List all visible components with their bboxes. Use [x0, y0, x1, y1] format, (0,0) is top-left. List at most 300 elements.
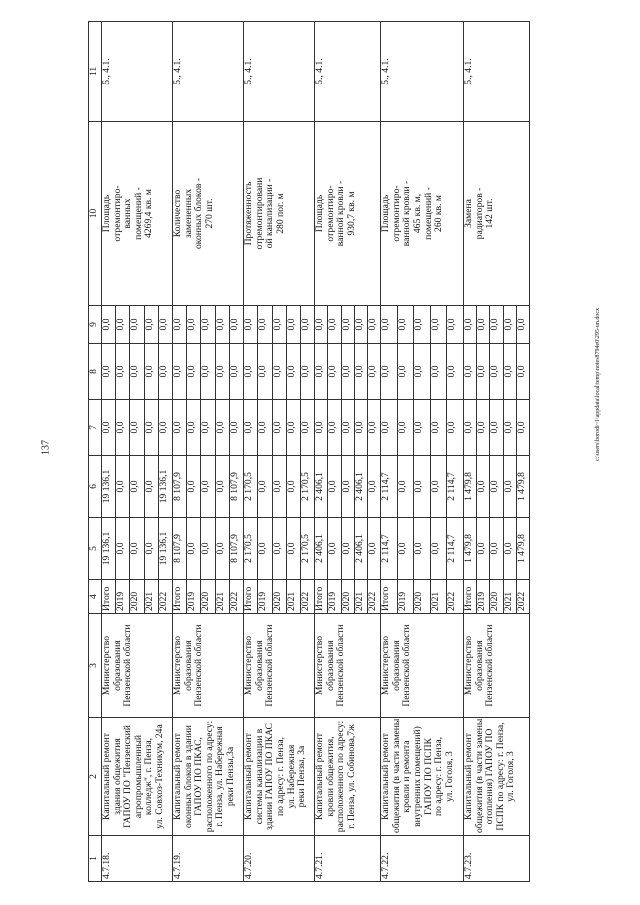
total-funding-cell-value: 2 406,1 [354, 518, 367, 579]
row-number: 4.7.22. [381, 836, 464, 882]
year-cell-value: Итого [244, 580, 258, 613]
federal-budget-cell-value: 0,0 [464, 400, 477, 455]
total-funding-cell-value: 0,0 [367, 542, 379, 555]
regional-budget-cell-value: 0,0 [430, 456, 447, 517]
regional-budget-cell-value: 0,0 [341, 456, 354, 517]
result-indicator [381, 122, 464, 306]
total-funding-cell-value: 2 406,1 [315, 518, 328, 579]
local-budget-cell-value: 0,0 [446, 365, 458, 378]
other-sources-cell-value: 0,0 [503, 306, 516, 343]
result-indicator-line: 270 шт. [203, 198, 215, 229]
result-indicator-line: ванной кровли - [401, 180, 413, 247]
other-sources-cell-value: 0,0 [315, 306, 328, 343]
other-sources-cell-value: 0,0 [116, 306, 130, 343]
object-description-line: по адресу: г. Пенза, [274, 736, 286, 817]
local-budget-cell [315, 344, 381, 400]
responsible-agency-line: образования [390, 640, 402, 691]
result-indicator-line: Площадь [380, 194, 392, 233]
local-budget-cell-value: 0,0 [328, 344, 341, 399]
object-description-line: здании ГАПОУ ПО ПКАС [264, 723, 276, 830]
local-budget-cell [102, 344, 173, 400]
responsible-agency-line: образования [182, 640, 194, 691]
other-sources-cell [244, 306, 315, 344]
federal-budget-cell-value: 0,0 [515, 421, 527, 434]
object-description-line: колледж", г. Пенза, [143, 737, 155, 816]
local-budget-cell-value: 0,0 [300, 365, 312, 378]
other-sources-cell-value: 0,0 [300, 318, 312, 331]
responsible-agency-line: Пензенской области [264, 624, 276, 707]
row-number: 4.7.18. [102, 836, 173, 882]
other-sources-cell-value: 0,0 [258, 306, 272, 343]
table-body [102, 22, 530, 882]
local-budget-cell [463, 344, 529, 400]
responsible-agency-line: образования [473, 640, 485, 691]
year-cell-value: 2021 [354, 580, 367, 613]
object-description-line: Капитальный ремонт [380, 733, 392, 820]
year-cell-value: 2021 [144, 580, 158, 613]
other-sources-cell [102, 306, 173, 344]
result-indicator-line: 4269,4 кв. м [143, 189, 155, 238]
federal-budget-cell-value: 0,0 [414, 400, 431, 455]
column-header-5: 5 [89, 518, 102, 580]
responsible-agency [463, 614, 529, 718]
federal-budget-cell-value: 0,0 [144, 400, 158, 455]
regional-budget-cell-value: 2 406,1 [354, 456, 367, 517]
total-funding-cell-value: 0,0 [341, 518, 354, 579]
object-description-line: г. Пенза, ул. Собинова,7ж [345, 724, 357, 829]
other-sources-cell-value: 0,0 [515, 318, 527, 331]
year-cell-value: 2022 [367, 591, 379, 611]
total-funding-cell-value: 0,0 [201, 518, 215, 579]
year-cell-value: 2020 [272, 580, 286, 613]
object-description-line: общежития (в части замены [473, 718, 485, 833]
responsible-agency-line: Министерство [172, 635, 184, 696]
result-indicator-line: отремонтиро- [324, 185, 336, 242]
responsible-agency-line: Пензенской области [335, 624, 347, 707]
regional-budget-cell-value: 0,0 [130, 456, 144, 517]
regional-budget-cell-value: 8 107,9 [173, 456, 187, 517]
reference-cell: 5., 4.1. [102, 22, 173, 122]
column-header-4: 4 [89, 580, 102, 614]
regional-budget-cell-value: 0,0 [477, 456, 490, 517]
footer-file-path: c:\users\borodi~1\appdata\local\temp\notes8794e0\295-un.docx [595, 307, 601, 461]
object-description-line: кровли общежития, [324, 736, 336, 817]
reference-cell: 5., 4.1. [315, 22, 381, 122]
federal-budget-cell [381, 400, 464, 456]
total-funding-cell-value: 0,0 [414, 518, 431, 579]
local-budget-cell-value: 0,0 [272, 344, 286, 399]
responsible-agency [315, 614, 381, 718]
other-sources-cell-value: 0,0 [272, 306, 286, 343]
responsible-agency-line: образования [324, 640, 336, 691]
reference-cell: 5., 4.1. [244, 22, 315, 122]
result-indicator-line: 465 кв. м, [412, 193, 423, 234]
result-indicator-line: Площадь [314, 194, 326, 233]
federal-budget-cell-value: 0,0 [228, 421, 240, 434]
regional-budget-cell-value: 8 107,9 [228, 472, 240, 501]
total-funding-cell-value: 19 136,1 [157, 531, 169, 566]
object-description-line: отопления) ГАПОУ ПО [484, 728, 496, 825]
responsible-agency-line: Пензенской области [122, 624, 134, 707]
responsible-agency-line: образования [253, 640, 265, 691]
local-budget-cell-value: 0,0 [157, 365, 169, 378]
total-funding-cell [381, 518, 464, 580]
responsible-agency [102, 614, 173, 718]
table-row [381, 22, 464, 882]
year-cell [244, 580, 315, 614]
local-budget-cell-value: 0,0 [477, 344, 490, 399]
regional-budget-cell [381, 456, 464, 518]
result-indicator-line: помещений - [132, 187, 144, 240]
federal-budget-cell-value: 0,0 [286, 400, 300, 455]
regional-budget-cell-value: 19 136,1 [102, 456, 116, 517]
local-budget-cell-value: 0,0 [201, 344, 215, 399]
year-cell-value: Итого [315, 580, 328, 613]
regional-budget-cell-value: 0,0 [367, 480, 379, 493]
year-cell-value: Итого [173, 580, 187, 613]
regional-budget-cell-value: 19 136,1 [157, 469, 169, 504]
regional-budget-cell [102, 456, 173, 518]
responsible-agency-line: Министерство [314, 635, 326, 696]
federal-budget-cell-value: 0,0 [300, 421, 312, 434]
local-budget-cell-value: 0,0 [116, 344, 130, 399]
column-header-2: 2 [89, 718, 102, 836]
total-funding-cell-value: 0,0 [130, 518, 144, 579]
other-sources-cell-value: 0,0 [173, 306, 187, 343]
local-budget-cell [173, 344, 244, 400]
object-description-line: расположенного по адресу: [203, 720, 215, 833]
total-funding-cell [173, 518, 244, 580]
other-sources-cell-value: 0,0 [354, 306, 367, 343]
year-cell-value: 2022 [300, 591, 312, 611]
total-funding-cell-value: 0,0 [397, 518, 414, 579]
federal-budget-cell-value: 0,0 [157, 421, 169, 434]
row-number: 4.7.21. [315, 836, 381, 882]
row-number: 4.7.19. [173, 836, 244, 882]
object-description-line: ГАПОУ ПО "Пензенский [122, 725, 134, 828]
column-header-6: 6 [89, 456, 102, 518]
year-cell-value: 2022 [446, 591, 458, 611]
local-budget-cell-value: 0,0 [341, 344, 354, 399]
other-sources-cell-value: 0,0 [130, 306, 144, 343]
local-budget-cell-value: 0,0 [515, 365, 527, 378]
federal-budget-cell-value: 0,0 [328, 400, 341, 455]
total-funding-cell-value: 0,0 [477, 518, 490, 579]
federal-budget-cell [315, 400, 381, 456]
federal-budget-cell-value: 0,0 [381, 400, 397, 455]
responsible-agency [173, 614, 244, 718]
column-header-3: 3 [89, 614, 102, 718]
other-sources-cell-value: 0,0 [397, 306, 414, 343]
year-cell-value: 2020 [341, 580, 354, 613]
regional-budget-cell-value: 0,0 [272, 456, 286, 517]
federal-budget-cell-value: 0,0 [201, 400, 215, 455]
object-description-line: здания общежития [111, 738, 123, 815]
result-indicator-line: Площадь [101, 194, 112, 233]
federal-budget-cell-value: 0,0 [367, 421, 379, 434]
total-funding-cell-value: 2 170,5 [300, 534, 312, 563]
object-description [381, 718, 464, 836]
page-number: 137 [40, 440, 52, 455]
other-sources-cell [463, 306, 529, 344]
regional-budget-cell-value: 2 170,5 [244, 456, 258, 517]
regional-budget-cell-value: 0,0 [187, 456, 201, 517]
total-funding-cell [244, 518, 315, 580]
object-description-line: Капитальный ремонт [172, 733, 184, 820]
other-sources-cell-value: 0,0 [367, 318, 379, 331]
regional-budget-cell-value: 0,0 [116, 456, 130, 517]
local-budget-cell-value: 0,0 [503, 344, 516, 399]
other-sources-cell-value: 0,0 [157, 318, 169, 331]
other-sources-cell-value: 0,0 [414, 306, 431, 343]
total-funding-cell-value: 0,0 [430, 518, 447, 579]
year-cell-value: 2019 [477, 580, 490, 613]
result-indicator [244, 122, 315, 306]
regional-budget-cell-value: 0,0 [490, 456, 503, 517]
object-description-line: реки Пензы, 3а [296, 745, 308, 808]
year-cell-value: 2020 [490, 580, 503, 613]
year-cell-value: 2021 [430, 580, 447, 613]
table-row [315, 22, 381, 882]
object-description-line: ул. Гоголя, 3 [443, 751, 455, 802]
responsible-agency-line: образования [111, 640, 123, 691]
total-funding-cell-value: 1 479,8 [515, 534, 527, 563]
year-cell-value: Итого [102, 580, 116, 613]
year-cell-value: 2021 [503, 580, 516, 613]
other-sources-cell-value: 0,0 [215, 306, 229, 343]
result-indicator-line: Количество [172, 189, 184, 238]
object-description-line: ул. Совхоз-Техникум, 24а [153, 724, 165, 829]
year-cell-value: 2022 [228, 591, 240, 611]
other-sources-cell-value: 0,0 [430, 306, 447, 343]
regional-budget-cell-value: 0,0 [397, 456, 414, 517]
local-budget-cell-value: 0,0 [215, 344, 229, 399]
table-row [173, 22, 244, 882]
federal-budget-cell [463, 400, 529, 456]
total-funding-cell [315, 518, 381, 580]
total-funding-cell-value: 0,0 [258, 518, 272, 579]
responsible-agency-line: Министерство [462, 635, 474, 696]
result-indicator-line: помещений - [422, 187, 434, 240]
total-funding-cell-value: 2 170,5 [244, 518, 258, 579]
local-budget-cell-value: 0,0 [367, 365, 379, 378]
federal-budget-cell-value: 0,0 [341, 400, 354, 455]
federal-budget-cell-value: 0,0 [215, 400, 229, 455]
regional-budget-cell [244, 456, 315, 518]
year-cell-value: 2020 [414, 580, 431, 613]
result-indicator-line: 260 кв. м [433, 195, 445, 232]
result-indicator-line: замененных [182, 188, 194, 239]
total-funding-cell-value: 0,0 [144, 518, 158, 579]
local-budget-cell-value: 0,0 [187, 344, 201, 399]
object-description [244, 718, 315, 836]
other-sources-cell-value: 0,0 [341, 306, 354, 343]
object-description-line: системы канализации в [253, 728, 265, 825]
object-description-line: ГАПОУ ПО ПКАС, [193, 737, 205, 816]
year-cell [102, 580, 173, 614]
result-indicator-line: 930,7 кв. м [345, 191, 357, 236]
regional-budget-cell-value: 0,0 [286, 456, 300, 517]
result-indicator-line: оконных блоков - [193, 178, 205, 249]
year-cell-value: 2022 [157, 591, 169, 611]
other-sources-cell-value: 0,0 [328, 306, 341, 343]
result-indicator-line: отремонтиро- [390, 185, 402, 242]
object-description-line: внутренних помещений) [412, 726, 423, 827]
column-header-7: 7 [89, 400, 102, 456]
regional-budget-cell-value: 1 479,8 [515, 472, 527, 501]
other-sources-cell [173, 306, 244, 344]
federal-budget-cell [173, 400, 244, 456]
regional-budget-cell-value: 2 170,5 [300, 472, 312, 501]
year-cell-value: Итого [464, 580, 477, 613]
local-budget-cell-value: 0,0 [286, 344, 300, 399]
regional-budget-cell [315, 456, 381, 518]
regional-budget-cell-value: 0,0 [328, 456, 341, 517]
header-row [89, 22, 102, 882]
column-header-10: 10 [89, 122, 102, 306]
object-description [173, 718, 244, 836]
federal-budget-cell-value: 0,0 [397, 400, 414, 455]
federal-budget-cell-value: 0,0 [258, 400, 272, 455]
result-indicator-line: ванной кровли - [335, 180, 347, 247]
federal-budget-cell-value: 0,0 [173, 400, 187, 455]
object-description-line: кровли и ремонта [401, 740, 413, 813]
local-budget-cell-value: 0,0 [397, 344, 414, 399]
total-funding-cell-value: 0,0 [215, 518, 229, 579]
regional-budget-cell-value: 0,0 [144, 456, 158, 517]
federal-budget-cell-value: 0,0 [102, 400, 116, 455]
object-description-line: ул. Набережная [285, 744, 297, 809]
federal-budget-cell-value: 0,0 [315, 400, 328, 455]
column-header-9: 9 [89, 306, 102, 344]
other-sources-cell-value: 0,0 [102, 306, 116, 343]
regional-budget-cell-value: 2 114,7 [446, 472, 458, 501]
object-description [315, 718, 381, 836]
object-description-line: Капитальный ремонт [243, 733, 255, 820]
local-budget-cell-value: 0,0 [228, 365, 240, 378]
table-row [463, 22, 529, 882]
year-cell-value: 2019 [116, 580, 130, 613]
year-cell [173, 580, 244, 614]
total-funding-cell [102, 518, 173, 580]
total-funding-cell-value: 2 114,7 [381, 518, 397, 579]
result-indicator-line: Протяженность [243, 181, 255, 246]
year-cell-value: 2019 [397, 580, 414, 613]
object-description-line: ГАПОУ ПО ПСПК [422, 738, 434, 815]
other-sources-cell-value: 0,0 [244, 306, 258, 343]
year-cell-value: Итого [381, 580, 397, 613]
responsible-agency-line: Министерство [243, 635, 255, 696]
rotated-table-container [88, 22, 530, 882]
year-cell [463, 580, 529, 614]
result-indicator-line: ванных [122, 198, 134, 229]
federal-budget-cell-value: 0,0 [430, 400, 447, 455]
responsible-agency-line: Министерство [101, 635, 112, 696]
year-cell-value: 2019 [187, 580, 201, 613]
other-sources-cell [315, 306, 381, 344]
regional-budget-cell [463, 456, 529, 518]
federal-budget-cell-value: 0,0 [272, 400, 286, 455]
other-sources-cell-value: 0,0 [477, 306, 490, 343]
table-row [244, 22, 315, 882]
federal-budget-cell-value: 0,0 [503, 400, 516, 455]
responsible-agency-line: Министерство [380, 635, 392, 696]
total-funding-cell-value: 0,0 [490, 518, 503, 579]
result-indicator-line: отремонтировани [253, 177, 265, 250]
responsible-agency-line: Пензенской области [484, 624, 496, 707]
object-description-line: ПСПК по адресу: г. Пенза, [494, 722, 506, 831]
object-description-line: общежития (в части замены [390, 718, 402, 833]
federal-budget-cell-value: 0,0 [187, 400, 201, 455]
column-header-8: 8 [89, 344, 102, 400]
table-row [102, 22, 173, 882]
object-description-line: расположенного по адресу: [335, 720, 347, 833]
year-cell-value: 2019 [258, 580, 272, 613]
object-description-line: ул. Гоголя, 3 [505, 751, 517, 802]
object-description [102, 718, 173, 836]
year-cell [315, 580, 381, 614]
result-indicator-line: радиаторов - [473, 187, 485, 240]
federal-budget-cell-value: 0,0 [130, 400, 144, 455]
federal-budget-cell-value: 0,0 [446, 421, 458, 434]
column-header-1: 1 [89, 836, 102, 882]
column-header-11: 11 [89, 22, 102, 122]
local-budget-cell-value: 0,0 [144, 344, 158, 399]
local-budget-cell [381, 344, 464, 400]
object-description-line: г. Пенза, ул. Набережная [214, 726, 226, 827]
total-funding-cell-value: 0,0 [187, 518, 201, 579]
federal-budget-cell-value: 0,0 [116, 400, 130, 455]
other-sources-cell [381, 306, 464, 344]
responsible-agency [381, 614, 464, 718]
regional-budget-cell-value: 2 114,7 [381, 456, 397, 517]
reference-cell: 5., 4.1. [381, 22, 464, 122]
other-sources-cell-value: 0,0 [446, 318, 458, 331]
object-description-line: Капитальный ремонт [101, 733, 112, 820]
result-indicator [315, 122, 381, 306]
local-budget-cell-value: 0,0 [381, 344, 397, 399]
year-cell [381, 580, 464, 614]
year-cell-value: 2019 [328, 580, 341, 613]
result-indicator-line: отремонтиро- [111, 185, 123, 242]
responsible-agency [244, 614, 315, 718]
other-sources-cell-value: 0,0 [201, 306, 215, 343]
regional-budget-cell-value: 0,0 [503, 456, 516, 517]
object-description-line: агропромышленный [132, 734, 144, 819]
reference-cell: 5., 4.1. [463, 22, 529, 122]
other-sources-cell-value: 0,0 [228, 318, 240, 331]
other-sources-cell-value: 0,0 [381, 306, 397, 343]
year-cell-value: 2021 [286, 580, 300, 613]
local-budget-cell-value: 0,0 [102, 344, 116, 399]
object-description-line: реки Пензы,3а [225, 746, 237, 807]
program-table [88, 21, 530, 882]
local-budget-cell-value: 0,0 [173, 344, 187, 399]
regional-budget-cell-value: 1 479,8 [464, 456, 477, 517]
local-budget-cell-value: 0,0 [464, 344, 477, 399]
federal-budget-cell-value: 0,0 [354, 400, 367, 455]
local-budget-cell-value: 0,0 [430, 344, 447, 399]
federal-budget-cell [244, 400, 315, 456]
regional-budget-cell-value: 0,0 [258, 456, 272, 517]
result-indicator [102, 122, 173, 306]
total-funding-cell-value: 0,0 [116, 518, 130, 579]
other-sources-cell-value: 0,0 [490, 306, 503, 343]
other-sources-cell-value: 0,0 [187, 306, 201, 343]
other-sources-cell-value: 0,0 [286, 306, 300, 343]
total-funding-cell-value: 1 479,8 [464, 518, 477, 579]
object-description-line: по адресу: г. Пенза, [433, 736, 445, 817]
